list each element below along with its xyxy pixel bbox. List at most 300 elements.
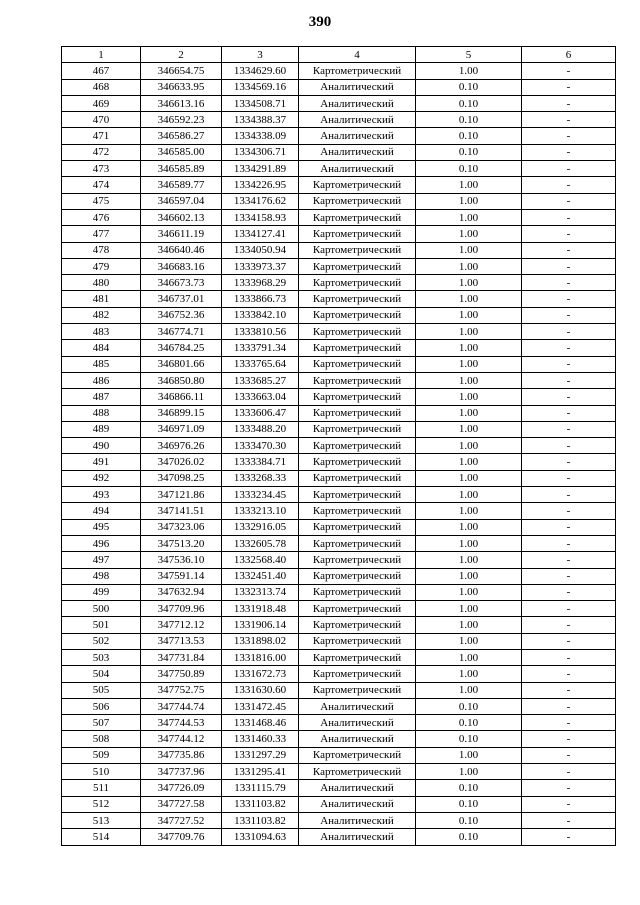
table-row <box>62 79 616 95</box>
x-coordinate-cell: 347737.96 <box>141 764 222 780</box>
point-number-cell: 502 <box>62 633 141 649</box>
table-row <box>62 731 616 747</box>
note-cell: - <box>522 454 616 470</box>
x-coordinate-cell: 346611.19 <box>141 226 222 242</box>
y-coordinate-cell: 1332568.40 <box>222 552 299 568</box>
method-cell: Картометрический <box>299 275 416 291</box>
y-coordinate-cell: 1331094.63 <box>222 829 299 845</box>
note-cell: - <box>522 519 616 535</box>
point-number-cell: 483 <box>62 324 141 340</box>
method-cell: Картометрический <box>299 649 416 665</box>
table-row <box>62 780 616 796</box>
accuracy-cell: 1.00 <box>416 356 522 372</box>
accuracy-cell: 1.00 <box>416 633 522 649</box>
x-coordinate-cell: 347591.14 <box>141 568 222 584</box>
y-coordinate-cell: 1331103.82 <box>222 812 299 828</box>
x-coordinate-cell: 346597.04 <box>141 193 222 209</box>
y-coordinate-cell: 1331297.29 <box>222 747 299 763</box>
x-coordinate-cell: 346673.73 <box>141 275 222 291</box>
y-coordinate-cell: 1331816.00 <box>222 649 299 665</box>
y-coordinate-cell: 1333842.10 <box>222 307 299 323</box>
note-cell: - <box>522 112 616 128</box>
table-body <box>62 63 616 845</box>
point-number-cell: 490 <box>62 438 141 454</box>
method-cell: Картометрический <box>299 438 416 454</box>
y-coordinate-cell: 1333606.47 <box>222 405 299 421</box>
point-number-cell: 469 <box>62 95 141 111</box>
column-header-3: 3 <box>222 47 299 63</box>
x-coordinate-cell: 346899.15 <box>141 405 222 421</box>
table-row <box>62 161 616 177</box>
table-row <box>62 193 616 209</box>
point-number-cell: 507 <box>62 715 141 731</box>
method-cell: Картометрический <box>299 63 416 79</box>
x-coordinate-cell: 346585.89 <box>141 161 222 177</box>
accuracy-cell: 1.00 <box>416 747 522 763</box>
accuracy-cell: 1.00 <box>416 764 522 780</box>
method-cell: Картометрический <box>299 617 416 633</box>
accuracy-cell: 0.10 <box>416 812 522 828</box>
y-coordinate-cell: 1333810.56 <box>222 324 299 340</box>
accuracy-cell: 1.00 <box>416 487 522 503</box>
x-coordinate-cell: 346752.36 <box>141 307 222 323</box>
point-number-cell: 475 <box>62 193 141 209</box>
point-number-cell: 471 <box>62 128 141 144</box>
note-cell: - <box>522 405 616 421</box>
method-cell: Картометрический <box>299 633 416 649</box>
x-coordinate-cell: 347727.52 <box>141 812 222 828</box>
table-row <box>62 389 616 405</box>
note-cell: - <box>522 552 616 568</box>
method-cell: Картометрический <box>299 535 416 551</box>
accuracy-cell: 0.10 <box>416 731 522 747</box>
table-row <box>62 291 616 307</box>
y-coordinate-cell: 1334226.95 <box>222 177 299 193</box>
table-row <box>62 470 616 486</box>
accuracy-cell: 1.00 <box>416 307 522 323</box>
note-cell: - <box>522 226 616 242</box>
note-cell: - <box>522 747 616 763</box>
method-cell: Картометрический <box>299 470 416 486</box>
y-coordinate-cell: 1332451.40 <box>222 568 299 584</box>
accuracy-cell: 1.00 <box>416 372 522 388</box>
x-coordinate-cell: 346613.16 <box>141 95 222 111</box>
point-number-cell: 474 <box>62 177 141 193</box>
table-row <box>62 747 616 763</box>
x-coordinate-cell: 347713.53 <box>141 633 222 649</box>
method-cell: Картометрический <box>299 356 416 372</box>
note-cell: - <box>522 666 616 682</box>
note-cell: - <box>522 568 616 584</box>
accuracy-cell: 1.00 <box>416 438 522 454</box>
y-coordinate-cell: 1331468.46 <box>222 715 299 731</box>
y-coordinate-cell: 1333268.33 <box>222 470 299 486</box>
method-cell: Картометрический <box>299 666 416 682</box>
method-cell: Картометрический <box>299 519 416 535</box>
note-cell: - <box>522 617 616 633</box>
coordinates-table <box>61 46 616 846</box>
y-coordinate-cell: 1331918.48 <box>222 601 299 617</box>
y-coordinate-cell: 1331472.45 <box>222 698 299 714</box>
method-cell: Картометрический <box>299 584 416 600</box>
x-coordinate-cell: 347744.53 <box>141 715 222 731</box>
y-coordinate-cell: 1333685.27 <box>222 372 299 388</box>
y-coordinate-cell: 1332313.74 <box>222 584 299 600</box>
method-cell: Аналитический <box>299 715 416 731</box>
accuracy-cell: 0.10 <box>416 780 522 796</box>
y-coordinate-cell: 1334508.71 <box>222 95 299 111</box>
note-cell: - <box>522 796 616 812</box>
point-number-cell: 500 <box>62 601 141 617</box>
point-number-cell: 479 <box>62 258 141 274</box>
x-coordinate-cell: 347709.96 <box>141 601 222 617</box>
accuracy-cell: 0.10 <box>416 112 522 128</box>
note-cell: - <box>522 438 616 454</box>
note-cell: - <box>522 161 616 177</box>
x-coordinate-cell: 346850.80 <box>141 372 222 388</box>
point-number-cell: 501 <box>62 617 141 633</box>
method-cell: Аналитический <box>299 829 416 845</box>
method-cell: Аналитический <box>299 161 416 177</box>
note-cell: - <box>522 63 616 79</box>
y-coordinate-cell: 1333791.34 <box>222 340 299 356</box>
point-number-cell: 486 <box>62 372 141 388</box>
accuracy-cell: 1.00 <box>416 584 522 600</box>
table-row <box>62 405 616 421</box>
point-number-cell: 509 <box>62 747 141 763</box>
accuracy-cell: 1.00 <box>416 454 522 470</box>
y-coordinate-cell: 1333470.30 <box>222 438 299 454</box>
note-cell: - <box>522 812 616 828</box>
y-coordinate-cell: 1334291.89 <box>222 161 299 177</box>
method-cell: Картометрический <box>299 291 416 307</box>
method-cell: Аналитический <box>299 144 416 160</box>
table-row <box>62 454 616 470</box>
method-cell: Аналитический <box>299 79 416 95</box>
table-row <box>62 649 616 665</box>
note-cell: - <box>522 682 616 698</box>
y-coordinate-cell: 1331103.82 <box>222 796 299 812</box>
y-coordinate-cell: 1333213.10 <box>222 503 299 519</box>
table-row <box>62 715 616 731</box>
point-number-cell: 491 <box>62 454 141 470</box>
x-coordinate-cell: 346737.01 <box>141 291 222 307</box>
x-coordinate-cell: 347750.89 <box>141 666 222 682</box>
note-cell: - <box>522 242 616 258</box>
accuracy-cell: 1.00 <box>416 405 522 421</box>
table-row <box>62 535 616 551</box>
point-number-cell: 494 <box>62 503 141 519</box>
note-cell: - <box>522 780 616 796</box>
point-number-cell: 473 <box>62 161 141 177</box>
point-number-cell: 512 <box>62 796 141 812</box>
table-row <box>62 829 616 845</box>
table-row <box>62 487 616 503</box>
method-cell: Картометрический <box>299 601 416 617</box>
accuracy-cell: 1.00 <box>416 552 522 568</box>
table-row <box>62 568 616 584</box>
x-coordinate-cell: 346784.25 <box>141 340 222 356</box>
x-coordinate-cell: 347121.86 <box>141 487 222 503</box>
x-coordinate-cell: 347731.84 <box>141 649 222 665</box>
point-number-cell: 510 <box>62 764 141 780</box>
table-row <box>62 812 616 828</box>
point-number-cell: 472 <box>62 144 141 160</box>
note-cell: - <box>522 584 616 600</box>
accuracy-cell: 1.00 <box>416 291 522 307</box>
y-coordinate-cell: 1333968.29 <box>222 275 299 291</box>
point-number-cell: 484 <box>62 340 141 356</box>
table-row <box>62 258 616 274</box>
y-coordinate-cell: 1333663.04 <box>222 389 299 405</box>
table-row <box>62 421 616 437</box>
column-header-5: 5 <box>416 47 522 63</box>
y-coordinate-cell: 1334127.41 <box>222 226 299 242</box>
method-cell: Картометрический <box>299 389 416 405</box>
method-cell: Картометрический <box>299 503 416 519</box>
point-number-cell: 477 <box>62 226 141 242</box>
y-coordinate-cell: 1334158.93 <box>222 209 299 225</box>
x-coordinate-cell: 346971.09 <box>141 421 222 437</box>
point-number-cell: 470 <box>62 112 141 128</box>
point-number-cell: 489 <box>62 421 141 437</box>
table-row <box>62 633 616 649</box>
x-coordinate-cell: 347744.74 <box>141 698 222 714</box>
x-coordinate-cell: 347141.51 <box>141 503 222 519</box>
note-cell: - <box>522 95 616 111</box>
y-coordinate-cell: 1334176.62 <box>222 193 299 209</box>
method-cell: Картометрический <box>299 552 416 568</box>
note-cell: - <box>522 503 616 519</box>
point-number-cell: 495 <box>62 519 141 535</box>
table-row <box>62 144 616 160</box>
column-header-2: 2 <box>141 47 222 63</box>
table-row <box>62 682 616 698</box>
y-coordinate-cell: 1333234.45 <box>222 487 299 503</box>
point-number-cell: 467 <box>62 63 141 79</box>
accuracy-cell: 1.00 <box>416 503 522 519</box>
y-coordinate-cell: 1331906.14 <box>222 617 299 633</box>
note-cell: - <box>522 356 616 372</box>
note-cell: - <box>522 487 616 503</box>
column-header-1: 1 <box>62 47 141 63</box>
x-coordinate-cell: 346586.27 <box>141 128 222 144</box>
note-cell: - <box>522 715 616 731</box>
table-header-row <box>62 47 616 63</box>
point-number-cell: 485 <box>62 356 141 372</box>
method-cell: Аналитический <box>299 698 416 714</box>
table-row <box>62 552 616 568</box>
method-cell: Картометрический <box>299 209 416 225</box>
table-row <box>62 584 616 600</box>
y-coordinate-cell: 1334629.60 <box>222 63 299 79</box>
x-coordinate-cell: 347744.12 <box>141 731 222 747</box>
note-cell: - <box>522 764 616 780</box>
accuracy-cell: 0.10 <box>416 144 522 160</box>
method-cell: Картометрический <box>299 454 416 470</box>
x-coordinate-cell: 347098.25 <box>141 470 222 486</box>
accuracy-cell: 1.00 <box>416 340 522 356</box>
accuracy-cell: 1.00 <box>416 421 522 437</box>
method-cell: Картометрический <box>299 764 416 780</box>
point-number-cell: 492 <box>62 470 141 486</box>
table-row <box>62 63 616 79</box>
y-coordinate-cell: 1333973.37 <box>222 258 299 274</box>
point-number-cell: 506 <box>62 698 141 714</box>
table-row <box>62 519 616 535</box>
method-cell: Аналитический <box>299 112 416 128</box>
point-number-cell: 514 <box>62 829 141 845</box>
y-coordinate-cell: 1333384.71 <box>222 454 299 470</box>
note-cell: - <box>522 470 616 486</box>
method-cell: Картометрический <box>299 307 416 323</box>
accuracy-cell: 1.00 <box>416 63 522 79</box>
accuracy-cell: 1.00 <box>416 649 522 665</box>
accuracy-cell: 1.00 <box>416 666 522 682</box>
accuracy-cell: 1.00 <box>416 568 522 584</box>
point-number-cell: 496 <box>62 535 141 551</box>
note-cell: - <box>522 128 616 144</box>
table-row <box>62 226 616 242</box>
y-coordinate-cell: 1331460.33 <box>222 731 299 747</box>
method-cell: Аналитический <box>299 812 416 828</box>
point-number-cell: 468 <box>62 79 141 95</box>
note-cell: - <box>522 649 616 665</box>
y-coordinate-cell: 1332605.78 <box>222 535 299 551</box>
note-cell: - <box>522 324 616 340</box>
table-row <box>62 503 616 519</box>
point-number-cell: 488 <box>62 405 141 421</box>
table-row <box>62 698 616 714</box>
x-coordinate-cell: 346683.16 <box>141 258 222 274</box>
table-row <box>62 324 616 340</box>
point-number-cell: 508 <box>62 731 141 747</box>
x-coordinate-cell: 346602.13 <box>141 209 222 225</box>
y-coordinate-cell: 1333866.73 <box>222 291 299 307</box>
note-cell: - <box>522 291 616 307</box>
method-cell: Картометрический <box>299 324 416 340</box>
accuracy-cell: 0.10 <box>416 128 522 144</box>
method-cell: Картометрический <box>299 421 416 437</box>
method-cell: Картометрический <box>299 226 416 242</box>
accuracy-cell: 0.10 <box>416 95 522 111</box>
table-row <box>62 796 616 812</box>
method-cell: Аналитический <box>299 95 416 111</box>
x-coordinate-cell: 346866.11 <box>141 389 222 405</box>
point-number-cell: 505 <box>62 682 141 698</box>
y-coordinate-cell: 1334338.09 <box>222 128 299 144</box>
method-cell: Картометрический <box>299 193 416 209</box>
note-cell: - <box>522 731 616 747</box>
page-number: 390 <box>308 14 332 30</box>
accuracy-cell: 1.00 <box>416 535 522 551</box>
point-number-cell: 480 <box>62 275 141 291</box>
table-row <box>62 666 616 682</box>
x-coordinate-cell: 347323.06 <box>141 519 222 535</box>
x-coordinate-cell: 347726.09 <box>141 780 222 796</box>
accuracy-cell: 0.10 <box>416 698 522 714</box>
table-row <box>62 372 616 388</box>
table-row <box>62 95 616 111</box>
table-row <box>62 128 616 144</box>
x-coordinate-cell: 347513.20 <box>141 535 222 551</box>
note-cell: - <box>522 633 616 649</box>
y-coordinate-cell: 1331672.73 <box>222 666 299 682</box>
method-cell: Картометрический <box>299 242 416 258</box>
accuracy-cell: 0.10 <box>416 79 522 95</box>
point-number-cell: 482 <box>62 307 141 323</box>
note-cell: - <box>522 535 616 551</box>
y-coordinate-cell: 1331630.60 <box>222 682 299 698</box>
y-coordinate-cell: 1331898.02 <box>222 633 299 649</box>
table-row <box>62 340 616 356</box>
table-row <box>62 617 616 633</box>
x-coordinate-cell: 347709.76 <box>141 829 222 845</box>
y-coordinate-cell: 1333488.20 <box>222 421 299 437</box>
method-cell: Картометрический <box>299 682 416 698</box>
point-number-cell: 478 <box>62 242 141 258</box>
accuracy-cell: 1.00 <box>416 209 522 225</box>
x-coordinate-cell: 346585.00 <box>141 144 222 160</box>
table-row <box>62 438 616 454</box>
table-row <box>62 307 616 323</box>
table-row <box>62 356 616 372</box>
y-coordinate-cell: 1331295.41 <box>222 764 299 780</box>
x-coordinate-cell: 346640.46 <box>141 242 222 258</box>
accuracy-cell: 1.00 <box>416 519 522 535</box>
note-cell: - <box>522 698 616 714</box>
note-cell: - <box>522 601 616 617</box>
note-cell: - <box>522 193 616 209</box>
method-cell: Аналитический <box>299 796 416 812</box>
x-coordinate-cell: 347026.02 <box>141 454 222 470</box>
note-cell: - <box>522 307 616 323</box>
accuracy-cell: 1.00 <box>416 258 522 274</box>
note-cell: - <box>522 144 616 160</box>
accuracy-cell: 1.00 <box>416 324 522 340</box>
point-number-cell: 493 <box>62 487 141 503</box>
accuracy-cell: 1.00 <box>416 601 522 617</box>
accuracy-cell: 1.00 <box>416 470 522 486</box>
y-coordinate-cell: 1333765.64 <box>222 356 299 372</box>
y-coordinate-cell: 1334569.16 <box>222 79 299 95</box>
x-coordinate-cell: 347752.75 <box>141 682 222 698</box>
x-coordinate-cell: 346801.66 <box>141 356 222 372</box>
x-coordinate-cell: 346654.75 <box>141 63 222 79</box>
accuracy-cell: 1.00 <box>416 226 522 242</box>
accuracy-cell: 1.00 <box>416 242 522 258</box>
accuracy-cell: 1.00 <box>416 177 522 193</box>
note-cell: - <box>522 389 616 405</box>
point-number-cell: 497 <box>62 552 141 568</box>
method-cell: Картометрический <box>299 258 416 274</box>
accuracy-cell: 1.00 <box>416 617 522 633</box>
method-cell: Картометрический <box>299 177 416 193</box>
y-coordinate-cell: 1334388.37 <box>222 112 299 128</box>
accuracy-cell: 0.10 <box>416 829 522 845</box>
y-coordinate-cell: 1334306.71 <box>222 144 299 160</box>
note-cell: - <box>522 258 616 274</box>
method-cell: Картометрический <box>299 568 416 584</box>
point-number-cell: 504 <box>62 666 141 682</box>
point-number-cell: 487 <box>62 389 141 405</box>
table-row <box>62 275 616 291</box>
note-cell: - <box>522 340 616 356</box>
x-coordinate-cell: 346774.71 <box>141 324 222 340</box>
method-cell: Картометрический <box>299 340 416 356</box>
point-number-cell: 511 <box>62 780 141 796</box>
y-coordinate-cell: 1332916.05 <box>222 519 299 535</box>
